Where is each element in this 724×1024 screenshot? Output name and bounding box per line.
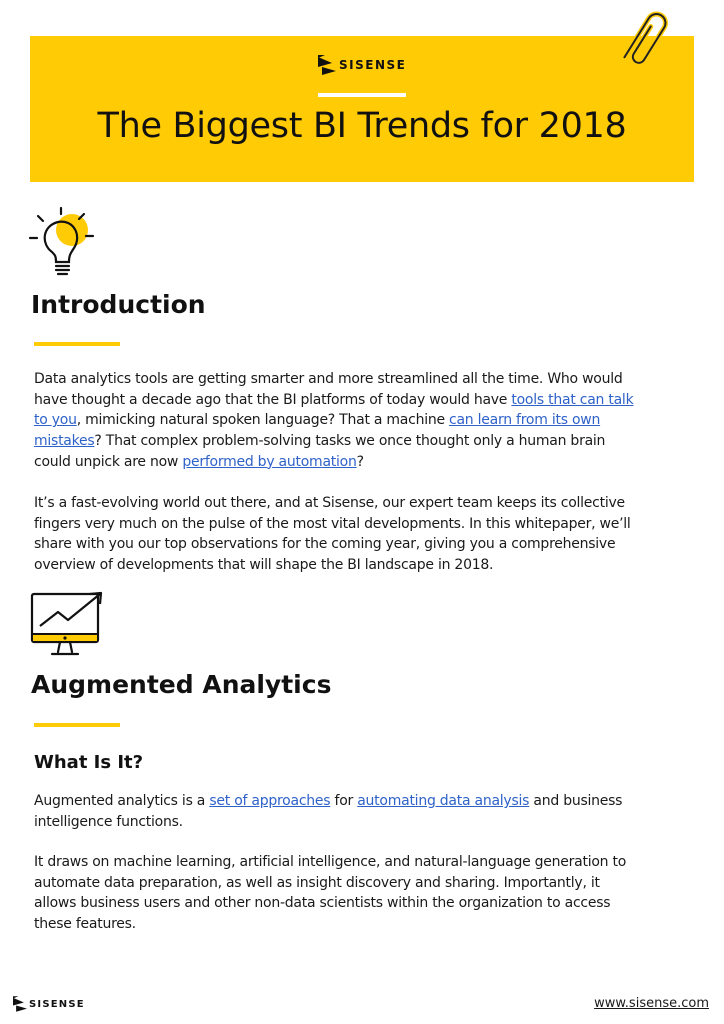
sisense-logo-icon bbox=[318, 55, 336, 75]
link-automating-data-analysis[interactable]: automating data analysis bbox=[357, 793, 530, 809]
introduction-underline bbox=[34, 342, 120, 346]
augmented-analytics-underline bbox=[34, 723, 120, 727]
link-learn-from-mistakes[interactable]: can learn from its own mistakes bbox=[34, 412, 601, 450]
page-title: The Biggest BI Trends for 2018 bbox=[97, 106, 627, 146]
logo-text: SISENSE bbox=[29, 998, 85, 1010]
text-segment: ? bbox=[356, 453, 364, 470]
footer-logo[interactable] bbox=[13, 996, 85, 1012]
header-banner bbox=[30, 36, 694, 182]
footer-website-link[interactable]: www.sisense.com bbox=[594, 996, 709, 1011]
text-segment: Data analytics tools are getting smarter and more streamlined all the time. Who would have thought a decade ago that the BI platforms of today would have bbox=[34, 371, 623, 408]
introduction-heading: Introduction bbox=[31, 290, 206, 319]
sisense-logo-icon bbox=[13, 996, 27, 1012]
augmented-paragraph-1 bbox=[34, 791, 644, 832]
logo-text: SISENSE bbox=[339, 58, 407, 72]
what-is-it-subheading: What Is It? bbox=[34, 752, 144, 773]
lightbulb-icon bbox=[28, 206, 96, 282]
paperclip-icon bbox=[618, 4, 668, 70]
introduction-paragraph-2: It’s a fast-evolving world out there, and at Sisense, our expert team keeps its collective fingers very much on the pulse of the most vital developments. In this whitepaper, we’ll share with you our top observations for the coming year, giving you a comprehensive overview of developments that will shape the BI landscape in 2018. bbox=[34, 495, 631, 574]
text-segment: , mimicking natural spoken language? That a machine bbox=[76, 412, 450, 429]
text-segment: and business intelligence functions. bbox=[34, 793, 623, 830]
augmented-paragraph-2: It draws on machine learning, artificial intelligence, and natural-language generation to automate data preparation, as well as insight discovery and sharing. Importantly, it allows business users and other non-data scientists within the organization to access these features. bbox=[34, 854, 627, 933]
augmented-analytics-heading: Augmented Analytics bbox=[31, 670, 332, 699]
link-set-of-approaches[interactable]: set of approaches bbox=[209, 793, 331, 809]
link-tools-that-can-talk[interactable]: tools that can talk to you bbox=[34, 391, 634, 429]
sisense-logo[interactable] bbox=[318, 54, 410, 76]
text-segment: Augmented analytics is a bbox=[34, 793, 210, 809]
text-segment: for bbox=[330, 793, 358, 809]
monitor-chart-icon bbox=[30, 590, 106, 662]
text-segment: ? That complex problem-solving tasks we once thought only a human brain could unpick are now bbox=[34, 433, 606, 470]
introduction-paragraph-1 bbox=[34, 369, 644, 473]
link-performed-by-automation[interactable]: performed by automation bbox=[182, 453, 357, 470]
banner-divider bbox=[318, 93, 406, 97]
